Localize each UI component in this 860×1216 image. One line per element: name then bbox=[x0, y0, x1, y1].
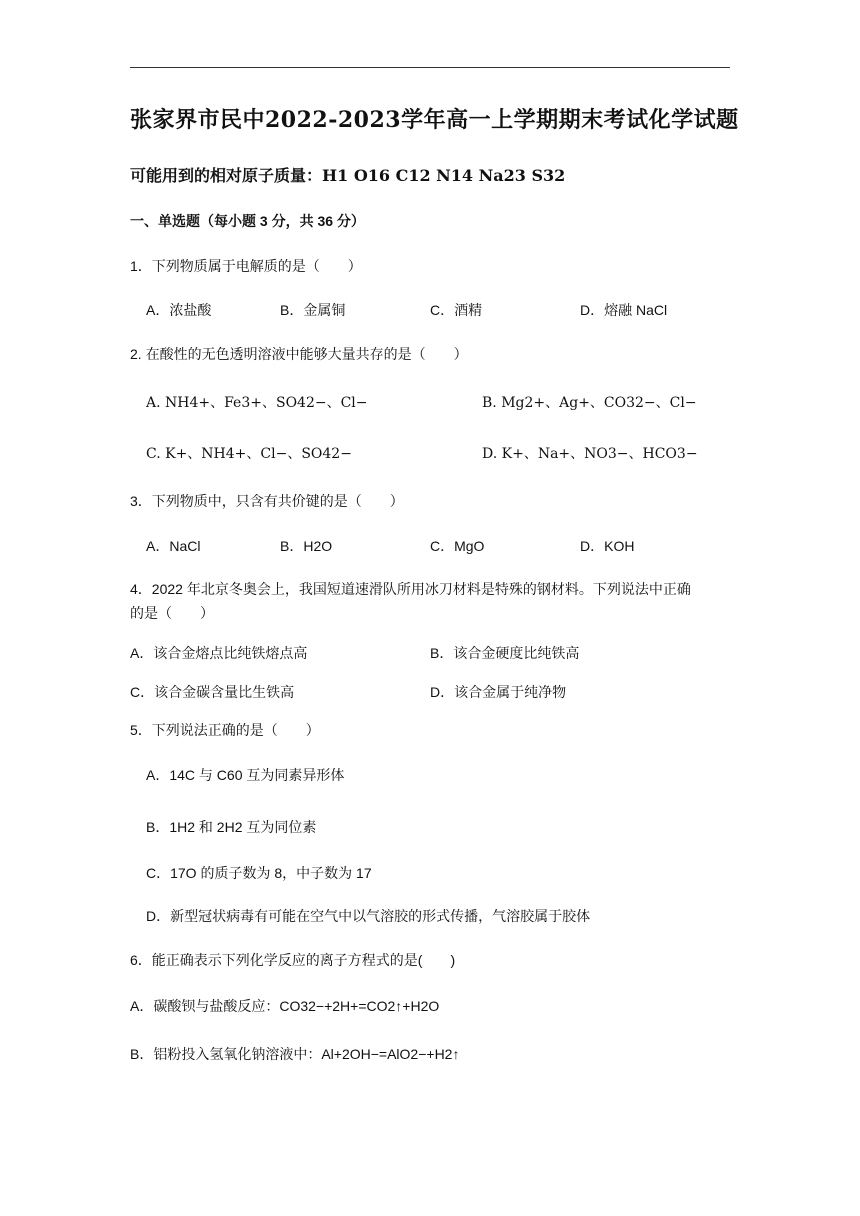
atomic-masses-line: 可能用到的相对原子质量：H1 O16 C12 N14 Na23 S32 bbox=[130, 166, 566, 185]
question-3-option-c: C．MgO bbox=[430, 538, 485, 554]
question-3-option-a: A．NaCl bbox=[146, 538, 201, 554]
question-1-option-c: C．酒精 bbox=[430, 302, 483, 318]
question-2-option-d: D. K+、Na+、NO3−、HCO3− bbox=[482, 446, 698, 462]
question-6-stem: 6．能正确表示下列化学反应的离子方程式的是( ) bbox=[130, 952, 456, 968]
question-4-stem-line-2: 的是（ ） bbox=[130, 605, 214, 621]
question-3-stem: 3．下列物质中，只含有共价键的是（ ） bbox=[130, 493, 404, 509]
question-3-option-b: B．H2O bbox=[280, 538, 333, 554]
question-4-option-b: B．该合金硬度比纯铁高 bbox=[430, 645, 580, 661]
question-6-option-a: A．碳酸钡与盐酸反应：CO32−+2H+=CO2↑+H2O bbox=[130, 998, 440, 1014]
question-6-option-b: B．铝粉投入氢氧化钠溶液中：Al+2OH−=AlO2−+H2↑ bbox=[130, 1046, 460, 1062]
page-title: 张家界市民中2022-2023学年高一上学期期末考试化学试题 bbox=[130, 107, 739, 133]
question-1-option-d: D．熔融 NaCl bbox=[580, 302, 668, 318]
header-rule bbox=[130, 67, 730, 68]
question-4-option-d: D．该合金属于纯净物 bbox=[430, 684, 567, 700]
question-4-option-c: C．该合金碳含量比生铁高 bbox=[130, 684, 295, 700]
question-1-stem: 1．下列物质属于电解质的是（ ） bbox=[130, 258, 362, 274]
question-5-stem: 5．下列说法正确的是（ ） bbox=[130, 722, 320, 738]
question-1-option-b: B．金属铜 bbox=[280, 302, 346, 318]
question-2-stem: 2. 在酸性的无色透明溶液中能够大量共存的是（ ） bbox=[130, 346, 468, 362]
question-2-option-c: C. K+、NH4+、Cl−、SO42− bbox=[146, 446, 352, 462]
question-5-option-d: D．新型冠状病毒有可能在空气中以气溶胶的形式传播，气溶胶属于胶体 bbox=[146, 908, 591, 924]
section-heading: 一、单选题（每小题 3 分，共 36 分） bbox=[130, 213, 365, 229]
question-2-option-a: A. NH4+、Fe3+、SO42−、Cl− bbox=[146, 395, 368, 411]
question-2-option-b: B. Mg2+、Ag+、CO32−、Cl− bbox=[482, 395, 697, 411]
question-3-option-d: D．KOH bbox=[580, 538, 635, 554]
question-5-option-a: A．14C 与 C60 互为同素异形体 bbox=[146, 767, 345, 783]
question-4-stem-line-1: 4．2022 年北京冬奥会上，我国短道速滑队所用冰刀材料是特殊的钢材料。下列说法中正确 bbox=[130, 581, 691, 597]
question-4-option-a: A．该合金熔点比纯铁熔点高 bbox=[130, 645, 308, 661]
question-5-option-c: C．17O 的质子数为 8，中子数为 17 bbox=[146, 865, 372, 881]
question-5-option-b: B．1H2 和 2H2 互为同位素 bbox=[146, 819, 317, 835]
question-1-option-a: A．浓盐酸 bbox=[146, 302, 212, 318]
